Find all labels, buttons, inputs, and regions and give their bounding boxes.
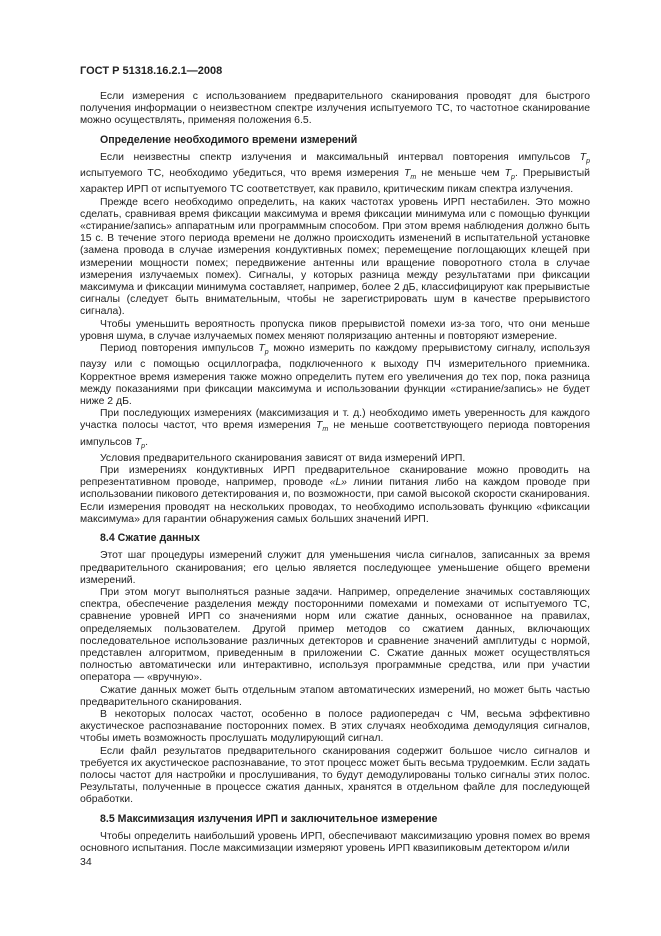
- paragraph: Если файл результатов предварительного сканирования содержит большое число сигналов и требуется их акустическое распознавание, то этот процесс может быть весьма трудоемким. Если задать полосы частот для настройки и прослушивания, то будут демодулированы только сигналы этих полос. Результаты, полученные в процессе сжатия данных, хранятся в отдельном файле для последующей обработки.: [80, 745, 590, 806]
- paragraph: Чтобы определить наибольший уровень ИРП, обеспечивают максимизацию уровня помех во время основного испытания. После максимизации измеряют уровень ИРП квазипиковым детектором и/или: [80, 830, 590, 854]
- paragraph: Этот шаг процедуры измерений служит для уменьшения числа сигналов, записанных за время предварительного сканирования; его целью является последующее уменьшение общего времени измерений.: [80, 550, 590, 586]
- symbol-tp: $T_p$: [134, 436, 146, 450]
- symbol-tp: $T_p$: [579, 151, 590, 165]
- text: .: [145, 436, 148, 448]
- paragraph: Сжатие данных может быть отдельным этапом автоматических измерений, но может быть частью предварительного сканирования.: [80, 684, 590, 708]
- symbol-l: «L»: [329, 477, 347, 489]
- text: линии питания либо на каждом проводе при использовании пикового детектирования и, по возможности, при самой высокой скорости сканирования. Если измерения проводят на нескольких проводах, то необходимо использовать функцию «фиксации максимума» для гарантии обнаружения самых больших значений ИРП.: [80, 477, 590, 525]
- section-heading: 8.4 Сжатие данных: [100, 532, 200, 545]
- paragraph: При этом могут выполняться разные задачи. Например, определение значимых составляющих спектра, обеспечение разделения между посторонними помехами и помехами от испытуемого ТС, сравнение уровней ИРП со значениями норм или сжатие данных, основанное на правилах, определяемых пользователем. Другой пример методов со сжатием данных, включающих последовательное использование различных детекторов и сравнение значений амплитуды с нормой, представлен алгоритмом, приведенным в приложении С. Сжатие данных может осуществляться полностью автоматически или интерактивно, используя программные средства, или при участии оператора — «вручную».: [80, 586, 590, 684]
- text: Период повторения импульсов: [100, 343, 259, 355]
- text: При измерениях кондуктивных ИРП предварительное сканирование можно проводить на репрезентативном проводе, например, проводе: [80, 465, 590, 489]
- text: Если неизвестны спектр излучения и максимальный интервал повторения импульсов: [100, 151, 580, 163]
- text: не меньше чем: [416, 168, 505, 180]
- section-heading: Определение необходимого времени измерений: [100, 133, 358, 146]
- text: . Прерывистый характер ИРП от испытуемого ТС соответствует, как правило, критическим пикам спектра излучения.: [80, 168, 590, 196]
- paragraph: В некоторых полосах частот, особенно в полосе радиопередач с ЧМ, весьма эффективно акустическое распознавание посторонних помех. В этих случаях необходима демодуляция сигналов, чтобы иметь возможность прослушать модулирующий сигнал.: [80, 708, 590, 745]
- section-heading: 8.5 Максимизация излучения ИРП и заключительное измерение: [100, 812, 438, 825]
- document-body: [80, 91, 590, 855]
- symbol-tp: $T_p$: [504, 168, 515, 182]
- text: При последующих измерениях (максимизация и т. д.) необходимо иметь уверенность для каждого участка полосы частот, что время измерения: [80, 408, 590, 432]
- paragraph: [80, 465, 590, 526]
- symbol-tp: $T_p$: [258, 343, 269, 357]
- symbol-tm: $T_m$: [315, 420, 329, 434]
- document-header: ГОСТ Р 51318.16.2.1—2008: [80, 65, 223, 77]
- paragraph: [80, 343, 590, 408]
- paragraph: [80, 408, 590, 453]
- text: не меньше соответствующего периода повторения импульсов: [80, 420, 591, 448]
- paragraph: Прежде всего необходимо определить, на каких частотах уровень ИРП нестабилен. Это можно сделать, сравнивая время фиксации максимума и время фиксации минимума или с помощью функции «стирание/запись» аппаратным или программным способом. При этом время наблюдения должно быть 15 с. В течение этого периода времени не должно происходить изменений в испытательной установке (замена провода в случае измерения кондуктивных помех; перемещение поглощающих клещей при измерении мощности помех; передвижение антенны или вращение поворотного стола в случае измерения излучаемых помех). Сигналы, у которых разница между результатами при фиксации максимума и фиксации минимума составляет, например, более 2 дБ, классифицируют как прерывистые сигналы (следует быть внимательным, чтобы не зарегистрировать шум в качестве прерывистого сигнала).: [80, 196, 590, 318]
- paragraph: Если измерения с использованием предварительного сканирования проводят для быстрого получения информации о неизвестном спектре излучения испытуемого ТС, то частотное сканирование можно осуществлять, применяя положения 6.5.: [80, 91, 590, 127]
- text: испытуемого ТС, необходимо убедиться, что время измерения: [80, 168, 404, 180]
- paragraph: Условия предварительного сканирования зависят от вида измерений ИРП.: [100, 452, 466, 464]
- text: можно измерить по каждому прерывистому сигналу, используя паузу или с помощью осциллографа, подключенного к выходу ПЧ измерительного приемника. Корректное время измерения также можно определить путем его увеличения до тех пор, пока разница между показаниями при фиксации максимума и использовании функции «стирание/запись» не будет ниже 2 дБ.: [80, 343, 590, 407]
- page-number: 34: [80, 856, 92, 868]
- symbol-tm: $T_m$: [403, 168, 417, 182]
- paragraph: [80, 152, 590, 197]
- paragraph: Чтобы уменьшить вероятность пропуска пиков прерывистой помехи из-за того, что они меньше уровня шума, в случае излучаемых помех меняют поляризацию антенны и повторяют измерение.: [80, 318, 590, 342]
